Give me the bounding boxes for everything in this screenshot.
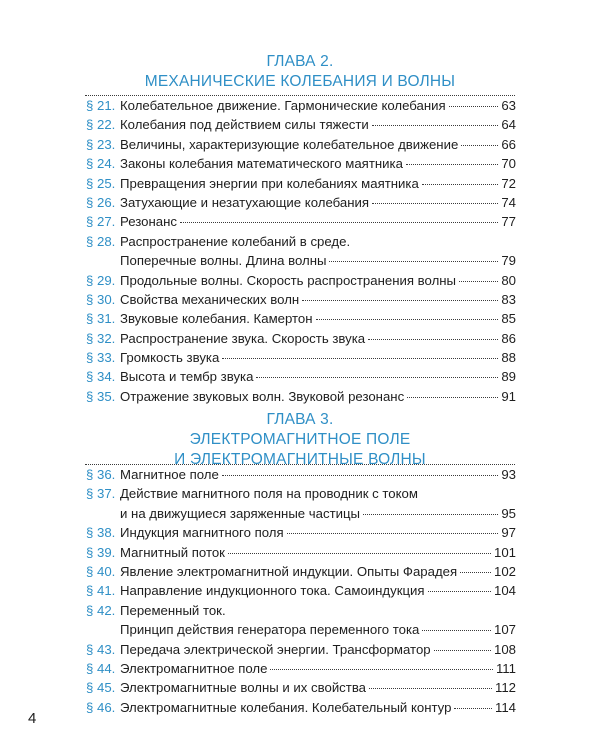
entry-line xyxy=(120,115,516,134)
toc-entry[interactable] xyxy=(86,484,516,523)
entry-body xyxy=(120,562,516,581)
entry-body xyxy=(120,698,516,717)
toc-entry[interactable] xyxy=(86,135,516,154)
dot-leader xyxy=(222,358,498,359)
entry-title: Направление индукционного тока. Самоиндукция xyxy=(120,583,425,599)
entry-title: Действие магнитного поля на проводник с током xyxy=(120,486,418,502)
toc-entry[interactable] xyxy=(86,290,516,309)
section-number: § 39. xyxy=(86,544,116,560)
page-ref: 74 xyxy=(501,194,516,210)
section-number: § 37. xyxy=(86,486,116,502)
section-number: § 38. xyxy=(86,525,116,541)
entry-line xyxy=(120,271,516,290)
toc-entry[interactable] xyxy=(86,640,516,659)
entry-body xyxy=(120,678,516,697)
dot-leader xyxy=(369,688,492,689)
entry-body xyxy=(120,640,516,659)
section-number: § 22. xyxy=(86,117,116,133)
dot-leader xyxy=(329,261,498,262)
page-ref: 80 xyxy=(501,272,516,288)
toc-entry[interactable] xyxy=(86,659,516,678)
entry-body xyxy=(120,387,516,406)
section-number: § 25. xyxy=(86,175,116,191)
entry-body xyxy=(120,543,516,562)
entry-line xyxy=(120,640,516,659)
entry-body xyxy=(120,154,516,173)
entry-line xyxy=(120,348,516,367)
section-number: § 41. xyxy=(86,583,116,599)
entry-line xyxy=(120,193,516,212)
toc-list-chapter-2 xyxy=(86,96,516,406)
entry-title: Магнитный поток xyxy=(120,544,225,560)
entry-body xyxy=(120,601,516,640)
entry-body xyxy=(120,174,516,193)
dot-leader xyxy=(406,164,498,165)
page-ref: 79 xyxy=(501,253,516,269)
chapter-title: И ЭЛЕКТРОМАГНИТНЫЕ ВОЛНЫ xyxy=(174,451,426,468)
section-number: § 34. xyxy=(86,369,116,385)
page-ref: 95 xyxy=(501,505,516,521)
dot-leader xyxy=(449,106,499,107)
entry-line xyxy=(120,232,516,251)
chapter-title: ЭЛЕКТРОМАГНИТНОЕ ПОЛЕ xyxy=(189,431,411,448)
entry-body xyxy=(120,135,516,154)
page-ref: 89 xyxy=(501,369,516,385)
toc-entry[interactable] xyxy=(86,348,516,367)
entry-line xyxy=(120,659,516,678)
entry-title: Высота и тембр звука xyxy=(120,369,254,385)
dot-leader xyxy=(422,184,499,185)
section-number: § 33. xyxy=(86,350,116,366)
entry-body xyxy=(120,484,516,523)
dot-leader xyxy=(454,708,492,709)
entry-title: Законы колебания математического маятника xyxy=(120,156,403,172)
entry-body xyxy=(120,290,516,309)
dot-leader xyxy=(180,222,498,223)
dot-leader xyxy=(368,339,498,340)
entry-line xyxy=(120,465,516,484)
entry-body xyxy=(120,523,516,542)
page-ref: 77 xyxy=(501,214,516,230)
page-ref: 102 xyxy=(493,563,516,579)
page-ref: 72 xyxy=(501,175,516,191)
entry-title: Магнитное поле xyxy=(120,467,219,482)
dot-leader xyxy=(363,514,498,515)
toc-entry[interactable] xyxy=(86,271,516,290)
dot-leader xyxy=(459,281,498,282)
entry-body xyxy=(120,193,516,212)
entry-title: Продольные волны. Скорость распространения волны xyxy=(120,272,457,288)
entry-body xyxy=(120,309,516,328)
entry-title: Явление электромагнитной индукции. Опыты Фарадея xyxy=(120,563,458,579)
chapter-title: МЕХАНИЧЕСКИЕ КОЛЕБАНИЯ И ВОЛНЫ xyxy=(144,73,456,90)
entry-line xyxy=(120,678,516,697)
entry-line xyxy=(120,329,516,348)
section-number: § 42. xyxy=(86,602,116,618)
dot-leader xyxy=(256,377,498,378)
entry-title: Электромагнитное поле xyxy=(120,660,268,676)
section-number: § 43. xyxy=(86,641,116,657)
toc-entry[interactable] xyxy=(86,154,516,173)
entry-body xyxy=(120,232,516,271)
page-ref: 85 xyxy=(501,311,516,327)
dot-leader xyxy=(316,319,499,320)
page-ref: 114 xyxy=(494,699,516,715)
entry-title: Резонанс xyxy=(120,214,177,230)
entry-title: Поперечные волны. Длина волны xyxy=(120,253,327,269)
entry-title: Переменный ток. xyxy=(120,602,226,618)
entry-body xyxy=(120,581,516,600)
entry-line xyxy=(120,484,516,503)
entry-title: Колебания под действием силы тяжести xyxy=(120,117,369,133)
page-ref: 88 xyxy=(501,350,516,366)
dot-leader xyxy=(428,591,491,592)
page-ref: 111 xyxy=(495,660,516,676)
entry-line xyxy=(120,212,516,231)
chapter-2-header xyxy=(0,52,600,92)
toc-entry[interactable] xyxy=(86,193,516,212)
entry-line xyxy=(120,581,516,600)
entry-body xyxy=(120,96,516,115)
section-number: § 32. xyxy=(86,330,116,346)
chapter-label: ГЛАВА 2. xyxy=(266,53,334,70)
section-number: § 28. xyxy=(86,233,116,249)
entry-body xyxy=(120,329,516,348)
entry-line xyxy=(120,290,516,309)
entry-title: Электромагнитные волны и их свойства xyxy=(120,680,367,696)
toc-entry[interactable] xyxy=(86,698,516,717)
page-ref: 97 xyxy=(501,525,516,541)
toc-list-chapter-3 xyxy=(86,465,516,717)
toc-entry[interactable] xyxy=(86,212,516,231)
section-number: § 29. xyxy=(86,272,116,288)
toc-entry[interactable] xyxy=(86,562,516,581)
toc-entry[interactable] xyxy=(86,581,516,600)
entry-title: Звуковые колебания. Камертон xyxy=(120,311,313,327)
entry-title: Колебательное движение. Гармонические колебания xyxy=(120,98,446,113)
dot-leader xyxy=(434,650,491,651)
section-number: § 45. xyxy=(86,680,116,696)
entry-body xyxy=(120,212,516,231)
toc-entry[interactable] xyxy=(86,367,516,386)
toc-entry[interactable] xyxy=(86,601,516,640)
page-number: 4 xyxy=(28,710,37,727)
dot-leader xyxy=(222,475,499,476)
dot-leader xyxy=(228,553,491,554)
page-ref: 70 xyxy=(501,156,516,172)
entry-line xyxy=(120,543,516,562)
entry-title: Передача электрической энергии. Трансформатор xyxy=(120,641,431,657)
section-number: § 26. xyxy=(86,194,116,210)
chapter-label: ГЛАВА 3. xyxy=(266,411,334,428)
entry-title: Отражение звуковых волн. Звуковой резонанс xyxy=(120,388,405,404)
toc-entry[interactable] xyxy=(86,543,516,562)
section-number: § 44. xyxy=(86,660,116,676)
entry-title: Величины, характеризующие колебательное движение xyxy=(120,136,459,152)
entry-title: Индукция магнитного поля xyxy=(120,525,284,541)
section-number: § 30. xyxy=(86,291,116,307)
entry-line xyxy=(120,174,516,193)
entry-title: Распространение звука. Скорость звука xyxy=(120,330,366,346)
dot-leader xyxy=(287,533,499,534)
section-number: § 27. xyxy=(86,214,116,230)
section-number: § 31. xyxy=(86,311,116,327)
section-number: § 21. xyxy=(86,98,116,113)
section-number: § 35. xyxy=(86,388,116,404)
entry-body xyxy=(120,115,516,134)
toc-entry[interactable] xyxy=(86,329,516,348)
entry-title: Свойства механических волн xyxy=(120,291,300,307)
toc-entry[interactable] xyxy=(86,523,516,542)
entry-line xyxy=(120,523,516,542)
dot-leader xyxy=(461,145,498,146)
chapter-3-header xyxy=(0,410,600,470)
entry-line xyxy=(120,504,516,523)
entry-line xyxy=(120,698,516,717)
toc-entry[interactable] xyxy=(86,465,516,484)
entry-body xyxy=(120,659,516,678)
section-number: § 40. xyxy=(86,563,116,579)
entry-title: Превращения энергии при колебаниях маятника xyxy=(120,175,419,191)
entry-body xyxy=(120,271,516,290)
entry-title: Электромагнитные колебания. Колебательный контур xyxy=(120,699,452,715)
entry-title: Принцип действия генератора переменного тока xyxy=(120,622,420,638)
entry-line xyxy=(120,601,516,620)
page-ref: 64 xyxy=(501,117,516,133)
toc-entry[interactable] xyxy=(86,387,516,406)
entry-line xyxy=(120,251,516,270)
entry-line xyxy=(120,387,516,406)
toc-entry[interactable] xyxy=(86,96,516,115)
entry-line xyxy=(120,367,516,386)
entry-line xyxy=(120,135,516,154)
toc-entry[interactable] xyxy=(86,115,516,134)
toc-entry[interactable] xyxy=(86,309,516,328)
dot-leader xyxy=(422,630,491,631)
dot-leader xyxy=(407,397,498,398)
dot-leader xyxy=(460,572,491,573)
dot-leader xyxy=(372,203,498,204)
entry-body xyxy=(120,465,516,484)
section-number: § 24. xyxy=(86,156,116,172)
page-ref: 112 xyxy=(494,680,516,696)
page-ref: 104 xyxy=(493,583,516,599)
page-ref: 108 xyxy=(493,641,516,657)
entry-line xyxy=(120,620,516,639)
section-number: § 23. xyxy=(86,136,116,152)
page-ref: 93 xyxy=(501,467,516,482)
page-ref: 107 xyxy=(493,622,516,638)
dot-leader xyxy=(372,125,499,126)
dot-leader xyxy=(270,669,493,670)
page-ref: 66 xyxy=(501,136,516,152)
entry-title: Затухающие и незатухающие колебания xyxy=(120,194,370,210)
page-ref: 63 xyxy=(501,98,516,113)
dot-leader xyxy=(302,300,498,301)
entry-line xyxy=(120,154,516,173)
toc-entry[interactable] xyxy=(86,174,516,193)
section-number: § 46. xyxy=(86,699,116,715)
section-number: § 36. xyxy=(86,467,116,482)
entry-body xyxy=(120,348,516,367)
entry-title: Распространение колебаний в среде. xyxy=(120,233,351,249)
entry-line xyxy=(120,309,516,328)
page-ref: 83 xyxy=(501,291,516,307)
entry-body xyxy=(120,367,516,386)
page-ref: 101 xyxy=(493,544,516,560)
entry-title: Громкость звука xyxy=(120,350,220,366)
toc-entry[interactable] xyxy=(86,678,516,697)
toc-entry[interactable] xyxy=(86,232,516,271)
page-ref: 86 xyxy=(501,330,516,346)
entry-title: и на движущиеся заряженные частицы xyxy=(120,505,361,521)
page-ref: 91 xyxy=(501,388,516,404)
entry-line xyxy=(120,562,516,581)
entry-line xyxy=(120,96,516,115)
